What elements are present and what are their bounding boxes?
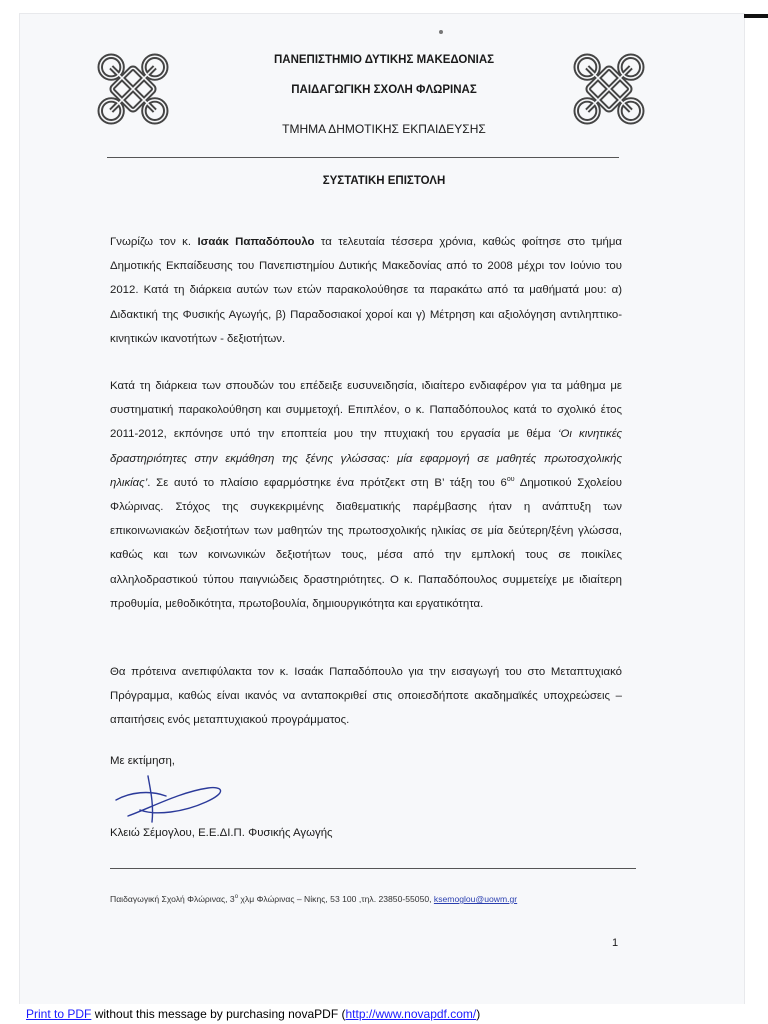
- novapdf-banner: Print to PDF without this message by purchasing novaPDF (http://www.novapdf.com/): [0, 1004, 768, 1024]
- school-name: ΠΑΙΔΑΓΩΓΙΚΗ ΣΧΟΛΗ ΦΛΩΡΙΝΑΣ: [291, 84, 477, 96]
- scan-speck: [439, 30, 443, 34]
- paragraph-3: Θα πρότεινα ανεπιφύλακτα τον κ. Ισαάκ Παπαδόπουλο για την εισαγωγή του στο Μεταπτυχιακό Πρόγραμμα, καθώς είναι ικανός να ανταποκριθεί στις οποιεσδήποτε ακαδημαϊκές υποχρεώσεις – απαιτήσεις ενός μεταπτυχιακού προγράμματος.: [110, 666, 622, 727]
- footer-divider: [110, 868, 636, 869]
- student-name: Ισαάκ Παπαδόπουλο: [197, 236, 315, 248]
- department-name: ΤΜΗΜΑ ΔΗΜΟΤΙΚΗΣ ΕΚΠΑΙΔΕΥΣΗΣ: [282, 122, 486, 136]
- print-to-pdf-link[interactable]: Print to PDF: [26, 1007, 92, 1021]
- page-number: 1: [612, 937, 619, 949]
- header-divider: [107, 157, 619, 158]
- novapdf-url-link[interactable]: http://www.novapdf.com/: [345, 1007, 477, 1021]
- signer-name: Κλειώ Σέμογλου, Ε.Ε.ΔΙ.Π. Φυσικής Αγωγής: [110, 827, 333, 839]
- letter-title: ΣΥΣΤΑΤΙΚΗ ΕΠΙΣΤΟΛΗ: [322, 175, 446, 187]
- university-name: ΠΑΝΕΠΙΣΤΗΜΙΟ ΔΥΤΙΚΗΣ ΜΑΚΕΔΟΝΙΑΣ: [273, 54, 495, 66]
- closing: Με εκτίμηση,: [110, 755, 175, 767]
- paragraph-1: Γνωρίζω τον κ. Ισαάκ Παπαδόπουλο τα τελευταία τέσσερα χρόνια, καθώς φοίτησε στο τμήμα Δημοτικής Εκπαίδευσης του Πανεπιστημίου Δυτικής Μακεδονίας από το 2008 μέχρι τον Ιούνιο του 2012. Κατά τη διάρκεια αυτών των ετών παρακολούθησε τα παρακάτω από τα μαθήματά μου: α) Διδακτική της Φυσικής Αγωγής, β) Παραδοσιακοί χοροί και γ) Μέτρηση και αξιολόγηση αντιληπτικο-κινητικών ικανοτήτων - δεξιοτήτων.: [110, 236, 623, 345]
- scan-edge-mark: [744, 14, 768, 18]
- thesis-title: ‘Οι κινητικές δραστηριότητες στην εκμάθηση της ξένης γλώσσας: μία εφαρμογή σε μαθητές πρωτοσχολικής ηλικίας’: [110, 428, 622, 489]
- footer-address: Παιδαγωγική Σχολή Φλώρινας, $3^o$ χλμ Φλώρινας – Νίκης, 53 100 ,τηλ. 23850-55050, ksemoglou@uowm.gr: [110, 894, 518, 904]
- paragraph-2: Κατά τη διάρκεια των σπουδών του επέδειξε ευσυνειδησία, ιδιαίτερο ενδιαφέρον για τα μάθημα με συστηματική παρακολούθηση και συμμετοχή. Επιπλέον, ο κ. Παπαδόπουλος κατά το σχολικό έτος 2011-2012, εκπόνησε υπό την εποπτεία μου την πτυχιακή του εργασία με θέμα ‘Οι κινητικές δραστηριότητες στην εκμάθηση της ξένης γλώσσας: μία εφαρμογή σε μαθητές πρωτοσχολικής ηλικίας’. Σε αυτό το πλαίσιο εφαρμόστηκε ένα πρότζεκτ στη Β’ τάξη του $6^{o\upsilon}$ Δημοτικού Σχολείου Φλώρινας. Στόχος της συγκεκριμένης διαθεματικής παρέμβασης ήταν η ανάπτυξη των επικοινωνιακών δεξιοτήτων των μαθητών της πρωτοσχολικής ηλικίας σε μία δεύτερη/ξένη γλώσσα, καθώς και των κοινωνικών δεξιοτήτων τους, μέσα από την εμπλοκή τους σε ποικίλες αλληλοδραστικού τύπου παιγνιώδεις δραστηριότητες. Ο κ. Παπαδόπουλος συμμετείχε με ιδιαίτερη προθυμία, μεθοδικότητα, πρωτοβουλία, δημιουργικότητα και εργατικότητα.: [110, 380, 622, 610]
- contact-email-link[interactable]: ksemoglou@uowm.gr: [433, 894, 518, 904]
- signature: [110, 770, 240, 830]
